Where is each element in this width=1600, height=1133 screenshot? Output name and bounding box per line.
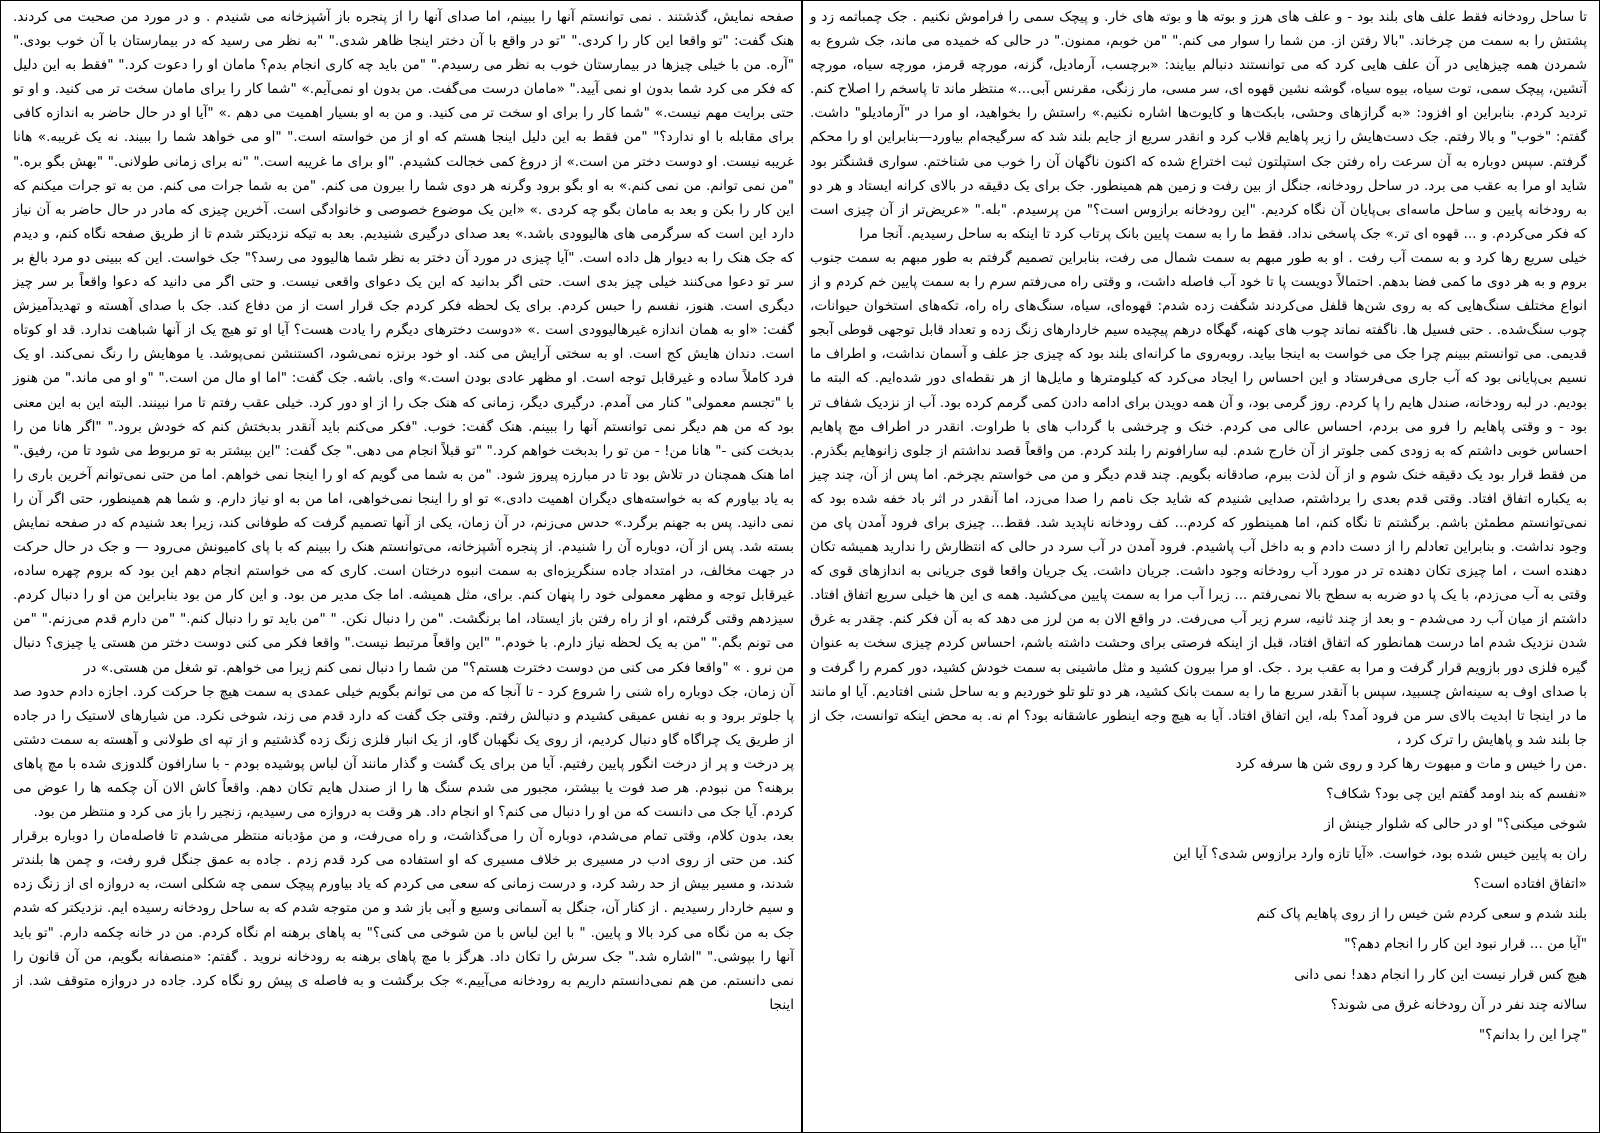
dialogue-line: «نفسم که بند اومد گفتم این چی بود؟ شکاف؟ (1326, 786, 1587, 802)
dialogue-line: بلند شدم و سعی کردم شن خیس را از روی پاهایم پاک کنم (1256, 906, 1587, 923)
right-paragraph-1: تا ساحل رودخانه فقط علف های بلند بود - و علف های هرز و بوته ها و بوته های خار. و پیچک سمی را فراموش نکنیم . جک چمباتمه زد و پشتش را به سمت من چرخاند. "بالا رفتن از. من شما را سوار می کنم." "من خوبم، ممنون." در حالی که خمیده می ماند، جک شروع به شمردن همه چیزهایی در آن علف هایی کرد که می توانستند دنبالم بیایند: «برچسب، آرمادیل، گزنه، مورچه قرمز، مورچه سیاه، مورچه آتشین، پیچک سمی، توت سیاه، بیوه سیاه، گوشه نشین قهوه ای، سر مسی، مار زنگی، مقرنس آبی...» منتظر ماند تا پاسخم را اصلاح کنم. تردید کردم. بنابراین او افزود: «به گرازهای وحشی، بابکت‌ها و کایوت‌ها اشاره نکنیم.» راستش را بخواهید، او مرا در "آرمادیلو" داشت. گفتم: "خوب" و بالا رفتم. جک دست‌هایش را زیر پاهایم قلاب کرد و انقدر سریع از جایم بلند شد که سرگیجه‌ام بیاورد—بنابراین او را محکم گرفتم. سپس دوباره به آن سرعت راه رفتن جک استپلتون ثبت اختراع شده که اکنون ناگهان آن را خوب می شناختم. سواری قشنگتر بود شاید او مرا به عقب می برد. در ساحل رودخانه، جنگل از بین رفت و زمین هم همینطور. جک برای یک دقیقه در بالای کرانه ایستاد و هر دو به رودخانه پایین و ساحل ماسه‌ای بی‌پایان آن نگاه کردیم. "این رودخانه برازوس است؟" من پرسیدم. "بله." «عریض‌تر از آن چیزی است که فکر می‌کردم. و ... قهوه ای تر.» جک پاسخی نداد. فقط ما را به سمت پایین بانک پرتاب کرد تا اینکه به ساحل رسیدیم. آنجا مرا (810, 9, 1587, 242)
left-paragraph-3: بعد، بدون کلام، وقتی تمام می‌شدم، دوباره آن را می‌گذاشت، و راه می‌رفت، و من مؤدبانه منتظر می‌شدم تا فاصله‌مان را دوباره برقرار کند. من حتی از روی ادب در مسیری بر خلاف مسیری که او استفاده می کرد قدم زدم . جاده به عمق جنگل فرو رفت، و چمن ها بلندتر شدند، و مسیر بیش از حد رشد کرد، و درست زمانی که سعی می کردم که یاد بیاورم پیچک سمی چه شکلی است، به دروازه ای از زنگ زده و سیم خاردار رسیدیم . از کنار آن، جنگل به آسمانی وسیع و آبی باز شد و من متوجه شدم که به ساحل رودخانه رسیده ایم. نزدیکتر که شدم جک به من نگاه می کرد بالا و پایین. " با این لباس با من شوخی می کنی؟" به پاهای برهنه ام نگاه کردم. من در خانه چکمه دارم. "تو باید آنها را بپوشی." "اشاره شد." جک سرش را تکان داد. هرگز با مچ پاهای برهنه به رودخانه نروید . گفتم: «منصفانه بگویم، من آن قانون را نمی دانستم. من هم نمی‌دانستم داریم به رودخانه می‌آییم.» جک برگشت و به فاصله ی پیش رو نگاه کرد. جاده در دروازه متوقف شد. از اینجا (13, 828, 794, 1013)
left-paragraph-1: صفحه نمایش، گذشتند . نمی توانستم آنها را ببینم، اما صدای آنها را از پنجره باز آشپزخانه می شنیدم . و در مورد من صحبت می کردند. هنک گفت: "تو واقعا این کار را کردی." "تو در واقع با آن دختر اینجا ظاهر شدی." "به نظر می رسید که در بیمارستان با آن خوب بودی." "آره. من با خیلی چیزها در بیمارستان خوب به نظر می رسیدم." "من باید چه کاری انجام بدم؟ مامان او را دعوت کرد." "فقط به این دلیل که فکر می کرد شما بدون او نمی آیید." «مامان درست می‌گفت. من بدون او نمی‌آیم.» "شما کار را برای مامان سخت تر می کنید. و او تو حتی برایت مهم نیست.» "شما کار را برای او سخت تر می کنید. و من به او بسیار اهمیت می دهم .» "آیا او در حال حاضر به اندازه کافی برای مقابله با او ندارد؟" "من فقط به این دلیل اینجا هستم که او از من خواسته است." "او می خواهد شما را ببیند. نه یک غریبه.» هانا غریبه نیست. او دوست دختر من است.» از دروغ کمی خجالت کشیدم. "او برای ما غریبه است." "نه برای زمانی طولانی." "بهش بگو بره." "من نمی توانم. من نمی کنم.» به او بگو برود وگرنه هر دوی شما را بیرون می کنم. "من به شما جرات می کنم. من به تو جرات میکنم که این کار را بکن و بعد به مامان بگو چه کردی .» «این یک موضوع خصوصی و خانوادگی است. آخرین چیزی که مادر در حال حاضر به آن نیاز دارد این است که سرگرمی های هالیوودی باشد.» بعد صدای درگیری شنیدیم. بعد به تیکه نزدیکتر شدم تا از طریق صفحه نگاه کنم، و دیدم که جک هنک را به دیوار هل داده است. "آیا چیزی در مورد آن دختر به نظر شما هالیوود می رسد؟" جک خواست. این که ببینی دو مرد بالغ بر سر تو دعوا می‌کنند خیلی چیز بدی است. حتی اگر بدانید که این یک دعوای واقعی نیست. و حتی اگر می دانید که دعوا واقعاً بر سر چیز دیگری است. هنوز، نفسم را حبس کردم. برای یک لحظه فکر کردم جک قرار است از من دفاع کند. جک با صدای آهسته و تهدیدآمیزش گفت: «او به همان اندازه غیرهالیوودی است .» «دوست دخترهای دیگرم را یادت هست؟ آیا او تو هیچ یک از آنها شباهت ندارد. قد او کوتاه است. دندان هایش کج است. او به سختی آرایش می کند. او خود برنزه نمی‌شود، اکستنشن نمی‌پوشد. یا موهایش را رنگ نمی‌کند. او یک فرد کاملاً ساده و غیرقابل توجه است. او مظهر عادی بودن است.» وای. باشه. جک گفت: "اما او مال من است." "و او می ماند." من هنوز با "تجسم معمولی" کنار می آمدم. درگیری دیگر، زمانی که هنک جک را از او دور کرد. خیلی عقب رفتم تا مرا نبینند. البته این به این معنی بود که من هم دیگر نمی توانستم آنها را ببینم. هنک گفت: خوب. "فکر می‌کنم باید آنقدر بدبختش کنم که خودش برود." "اگر هانا من را بدبخت کنی -" هانا من! - من تو را بدبخت خواهم کرد." "تو قبلاً انجام می دهی." جک گفت: "این بیشتر به تو مربوط می شود تا من، رفیق." اما هنک همچنان در تلاش بود تا در مبارزه پیروز شود. "من به شما می گویم که او را اینجا نمی خواهم. اما من حتی نمی‌توانم آخرین باری را به یاد بیاورم که به خواسته‌های دیگران اهمیت دادی.» تو او را اینجا نمی‌خواهی، اما من به او نیاز دارم. و شما هم همینطور، حتی اگر آن را نمی دانید. پس به جهنم برگرد.» حدس می‌زنم، در آن زمان، یکی از آنها تصمیم گرفت که طوفانی کند، زیرا بعد شنیدم که در صفحه نمایش بسته شد. پس از آن، دوباره آن را شنیدم. از پنجره آشپزخانه، می‌توانستم هنک را ببینم که با پای کامیونش می‌رود — و جک در حال حرکت در جهت مخالف، در امتداد جاده سنگریزه‌ای به سمت انبوه درختان است. کاری که می خواستم انجام دهم این بود که بروم چهره ساده، غیرقابل توجه و مظهر معمولی خود را پنهان کنم. برای، مثل همیشه. اما جک مدیر من بود. و این کار من بود بنابراین من او را دنبال کردم. سیزدهم وقتی گرفتم، او از راه رفتن باز ایستاد، اما برنگشت. "من را دنبال نکن. " "من باید تو را دنبال کنم." "من دارم قدم می‌زنم." "من می تونم بگم." "من به یک لحظه نیاز دارم. با خودم." "این واقعاً مرتبط نیست." واقعا فکر می کنی دوست دختر من هستی یا چیزی؟ دنبال من نرو . » "واقعا فکر می کنی من دوست دخترت هستم؟" من شما را دنبال نمی کنم زیرا می خواهم. تو شغل من هستی.» در (13, 9, 794, 676)
dialogue-lines (810, 752, 1587, 1047)
left-paragraph-2: آن زمان، جک دوباره راه شنی را شروع کرد - تا آنجا که من می توانم بگویم خیلی عمدی به سمت هیچ جا حرکت کرد. اجازه دادم حدود صد پا جلوتر برود و به نفس عمیقی کشیدم و دنبالش رفتم. وقتی جک گفت که دارد قدم می زند، شوخی نکرد. من شیارهای لاستیک را در جاده از طریق یک چراگاه گاو دنبال کردیم، از روی یک نگهبان گاو، از یک انبار فلزی زنگ زده گذشتیم و از تپه ای طولانی و آهسته به سمت دشتی پر درخت و پر از درخت انگور پایین رفتیم. آیا من برای یک گشت و گذار مانند آن لباس پوشیده بودم - با سارافون گلدوزی شده با مچ پاهای برهنه؟ من نبودم. هر صد فوت یا بیشتر، مجبور می شدم سنگ ها را از صندل هایم تکان دهم. واقعاً کاش الان آن چکمه ها را عوض می کردم. آیا جک می دانست که من او را دنبال می کنم؟ او انجام داد. هر وقت به دروازه می رسیدیم، زنجیر را باز می کرد و منتظر من بود. (13, 683, 794, 821)
dialogue-line: «اتفاق افتاده است؟ (1473, 876, 1587, 893)
dialogue-line: .من را خیس و مات و مبهوت رها کرد و روی شن ها سرفه کرد (1235, 755, 1587, 772)
dialogue-line: شوخی میکنی؟" او در حالی که شلوار جینش از (1324, 816, 1587, 833)
dialogue-line: "آیا من ... قرار نبود این کار را انجام دهم؟" (1344, 936, 1587, 953)
right-column (802, 1, 1599, 1132)
dialogue-line: سالانه چند نفر در آن رودخانه غرق می شوند؟ (1330, 996, 1587, 1013)
dialogue-line: ران به پایین خیس شده بود، خواست. «آیا تازه وارد برازوس شدی؟ آیا این (1172, 846, 1587, 863)
right-paragraph-2: خیلی سریع رها کرد و به سمت آب رفت . او به طور مبهم به سمت شمال می رفت، بنابراین تصمیم گرفتم به طور مبهم به سمت جنوب بروم و به هر دوی ما کمی فضا بدهم. احتمالاً دویست پا تا خود آب فاصله داشت، و وقتی راه می‌رفتم سرم را به سمت پایین خم کردم و از انواع مختلف سنگ‌هایی که به روی شن‌ها قلفل می‌کردند شگفت زده شدم: قهوه‌ای، سیاه، سنگ‌های راه راه، تکه‌های استخوان حیوانات، چوب سنگ‌شده. . حتی فسیل ها. ناگفته نماند چوب های کهنه، گهگاه درهم پیچیده سیم خاردارهای زنگ زده و تعداد قابل توجهی قوطی آبجو قدیمی. می توانستم ببینم چرا جک می خواست به اینجا بیاید. روبه‌روی ما کرانه‌ای بلند بود که چیزی جز علف و آسمان نداشت، و اطراف ما نسیم بی‌پایانی بود که آب جاری می‌فرستاد و این احساس را ایجاد می‌کرد که کیلومترها و مایل‌ها از هر نقطه‌ای دور شده‌ایم. که البته ما بودیم. در لبه رودخانه، صندل هایم را پا کردم. روز گرمی بود، و آن همه دویدن برای ادامه دادن کمی گرمم کرده بود. آب از نزدیک شفاف تر بود - و وقتی پاهایم را فرو می بردم، احساس عالی می کردم. خنک و چرخشی با گرداب های با طراوت. انقدر در اطراف مچ پاهایم احساس خوبی داشتم که به زودی کمی جلوتر از آن خارج شدم. لبه سارافونم را بلند کردم. من واقعاً قصد نداشتم از جلوی زانوهایم بگذرم. من فقط قرار بود یک دقیقه خنک شوم و از آن لذت ببرم، صادقانه بگویم. چند قدم دیگر و من می خواستم بچرخم. اما پس از آن، چند چیز به یکباره اتفاق افتاد. وقتی قدم بعدی را برداشتم، صدایی شنیدم که شاید جک نامم را صدا می‌زد، اما آنقدر در اثر باد خفه شده بود که نمی‌توانستم مطمئن باشم. برگشتم تا نگاه کنم، اما همینطور که کردم... کف رودخانه ناپدید شد. فقط... چیزی برای فرود آمدن پای من وجود نداشت. و بنابراین تعادلم را از دست دادم و به داخل آب پاشیدم. فرود آمدن در آب سرد در حالی که انتظارش را ندارید همیشه تکان دهنده است ، اما چیزی تکان دهنده تر در مورد آب رودخانه وجود داشت. جریان داشت. یک جریان واقعا قوی جریانی به اندازهای قوی که وقتی به آب می‌زدم، با یک پا دو ضربه به سطح بالا نمی‌رفتم ... زیرا آب مرا به سمت پایین می‌کشید. همه ی این ها خیلی سریع اتفاق افتاد. داشتم از میان آب رد می‌شدم - و بعد از چند ثانیه، سرم زیر آب می‌رفت. در واقع الان به من لرز می دهد که به آن فکر کنم. چقدر به غرق شدن نزدیک شدم اما درست همانطور که اتفاق افتاد، قبل از اینکه فرصتی برای وحشت داشته باشم، احساس کردم چیزی سخت به عنوان گیره فلزی دور بازویم قرار گرفت و مرا به عقب برد . جک. او مرا بیرون کشید و مثل ماشینی به سمت خودش کشید، دور کمرم را گرفت و با صدای اوف به سینه‌اش چسبید، سپس با آنقدر سریع ما را به سمت بانک کشید، هر دو تلو تلو خوردیم و به ساحل شنی افتادیم. آیا او مانند ما در اینجا تا ابدیت بالای سر من فرود آمد؟ بله، این اتفاق افتاد. آیا به هیچ وجه اینطور عاشقانه بود؟ ام نه. به محض اینکه توانست، جک از جا بلند شد و پاهایش را ترک کرد ، (810, 249, 1587, 748)
dialogue-line: "چرا این را بدانم؟" (1478, 1026, 1587, 1043)
left-column (1, 1, 802, 1132)
dialogue-line: هیچ کس قرار نیست این کار را انجام دهد! نمی دانی (1294, 966, 1587, 983)
